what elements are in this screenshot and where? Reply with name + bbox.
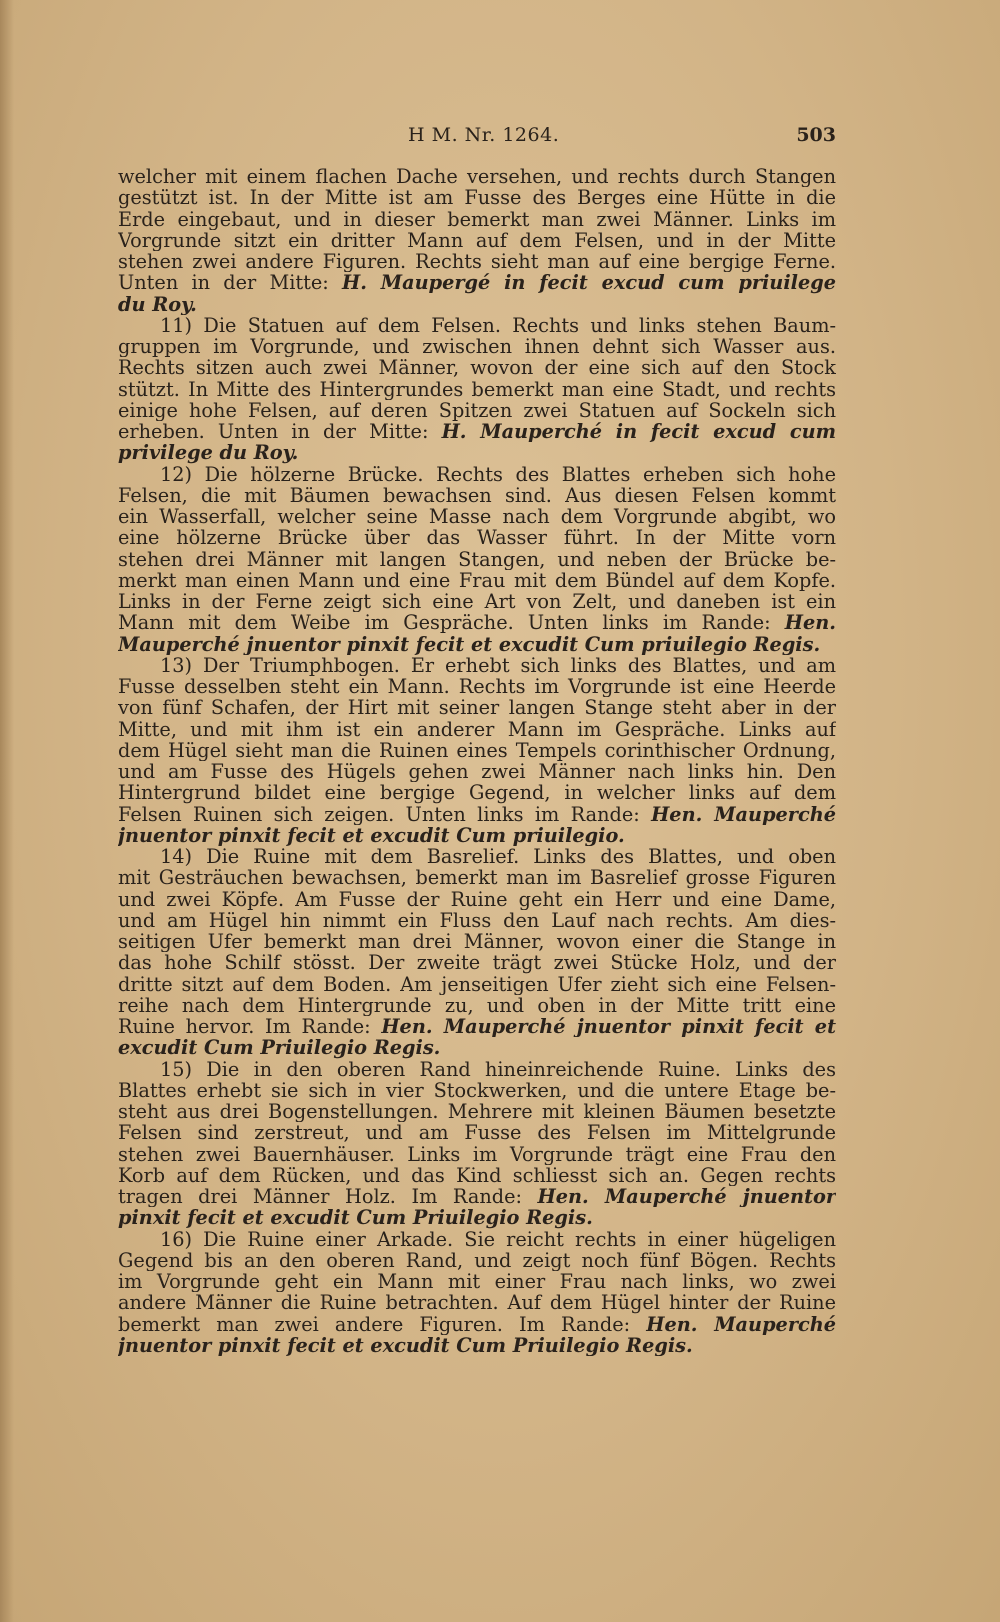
text-line <box>118 889 836 910</box>
text-line <box>118 1101 836 1122</box>
text-line <box>118 846 836 867</box>
engraver-signature: pinxit fecit et excudit Cum Priuilegio Regis. <box>118 1207 593 1229</box>
text-segment: stützt. In Mitte des Hintergrundes bemerkt man eine Stadt, und rechts <box>118 378 836 400</box>
text-segment: eine hölzerne Brücke über das Wasser führt. In der Mitte vorn <box>118 527 836 549</box>
engraver-signature: Mauperché jnuentor pinxit fecit et excudit Cum priuilegio Regis. <box>118 633 821 655</box>
engraver-signature: privilege du Roy. <box>118 442 299 464</box>
text-line <box>118 570 836 591</box>
text-segment: 15) Die in den oberen Rand hineinreichende Ruine. Links des <box>160 1058 836 1080</box>
text-line <box>118 719 836 740</box>
engraver-signature: jnuentor pinxit fecit et excudit Cum Priuilegio Regis. <box>118 1334 693 1356</box>
text-segment: tragen drei Männer Holz. Im Rande: <box>118 1186 538 1208</box>
text-line <box>118 464 836 485</box>
text-line <box>118 400 836 421</box>
text-line <box>118 357 836 378</box>
text-line <box>118 336 836 357</box>
text-segment: Rechts sitzen auch zwei Männer, wovon der eine sich auf den Stock <box>118 357 836 379</box>
text-line <box>118 1186 836 1207</box>
engraver-signature: Hen. Mauperché jnuentor pinxit fecit et <box>381 1016 836 1038</box>
text-segment: Felsen Ruinen sich zeigen. Unten links im Rande: <box>118 803 652 825</box>
text-segment: Links in der Ferne zeigt sich eine Art von Zelt, und daneben ist ein <box>118 591 836 613</box>
text-segment: stehen zwei Bauernhäuser. Links im Vorgrunde trägt eine Frau den <box>118 1143 836 1165</box>
text-line <box>118 166 836 187</box>
text-segment: dritte sitzt auf dem Boden. Am jenseitigen Ufer zieht sich eine Felsen- <box>118 973 836 995</box>
engraver-signature: Hen. <box>784 612 836 634</box>
text-segment: bemerkt man zwei andere Figuren. Im Rande: <box>118 1313 647 1335</box>
running-title: H M. Nr. 1264. <box>408 124 560 146</box>
page-number: 503 <box>796 124 836 146</box>
text-line <box>118 1292 836 1313</box>
text-line <box>118 315 836 336</box>
text-line <box>118 230 836 251</box>
text-line <box>118 1037 836 1058</box>
text-line <box>118 1271 836 1292</box>
text-line <box>118 974 836 995</box>
text-segment: gestützt ist. In der Mitte ist am Fusse des Berges eine Hütte in die <box>118 187 836 209</box>
text-line <box>118 634 836 655</box>
text-line <box>118 782 836 803</box>
engraver-signature: jnuentor pinxit fecit et excudit Cum priuilegio. <box>118 824 625 846</box>
text-segment: im Vorgrunde geht ein Mann mit einer Frau nach links, wo zwei <box>118 1271 836 1293</box>
text-segment: dem Hügel sieht man die Ruinen eines Tempels corinthischer Ordnung, <box>118 739 836 761</box>
text-line <box>118 1229 836 1250</box>
text-segment: und am Fusse des Hügels gehen zwei Männer nach links hin. Den <box>118 761 836 783</box>
text-segment: Korb auf dem Rücken, und das Kind schliesst sich an. Gegen rechts <box>118 1164 836 1186</box>
engraver-signature: H. Mauperché in fecit excud cum <box>441 421 836 443</box>
text-segment: 12) Die hölzerne Brücke. Rechts des Blattes erheben sich hohe <box>160 463 836 485</box>
text-segment: 11) Die Statuen auf dem Felsen. Rechts und links stehen Baum- <box>160 314 836 336</box>
text-segment: Ruine hervor. Im Rande: <box>118 1016 382 1038</box>
text-line <box>118 910 836 931</box>
text-segment: Unten in der Mitte: <box>118 272 343 294</box>
text-line <box>118 1059 836 1080</box>
text-segment: Fusse desselben steht ein Mann. Rechts im Vorgrunde ist eine Heerde <box>118 676 836 698</box>
text-segment: Mann mit dem Weibe im Gespräche. Unten links im Rande: <box>118 612 785 634</box>
text-line <box>118 421 836 442</box>
text-line <box>118 379 836 400</box>
text-line <box>118 591 836 612</box>
text-line <box>118 1165 836 1186</box>
text-line <box>118 931 836 952</box>
text-segment: von fünf Schafen, der Hirt mit seiner langen Stange steht aber in der <box>118 697 836 719</box>
text-line <box>118 1080 836 1101</box>
text-line <box>118 655 836 676</box>
engraver-signature: Hen. Mauperché <box>651 803 836 825</box>
page-header <box>118 124 836 154</box>
text-segment: reihe nach dem Hintergrunde zu, und oben in der Mitte tritt eine <box>118 994 836 1016</box>
page-edge-shadow <box>0 0 14 1622</box>
text-segment: Vorgrunde sitzt ein dritter Mann auf dem Felsen, und in der Mitte <box>118 229 836 251</box>
text-segment: das hohe Schilf stösst. Der zweite trägt zwei Stücke Holz, und der <box>118 952 836 974</box>
text-line <box>118 867 836 888</box>
text-line <box>118 1122 836 1143</box>
text-segment: Erde eingebaut, und in dieser bemerkt man zwei Männer. Links im <box>118 208 836 230</box>
text-segment: merkt man einen Mann und eine Frau mit dem Bündel auf dem Kopfe. <box>118 569 836 591</box>
engraver-signature: excudit Cum Priuilegio Regis. <box>118 1037 441 1059</box>
text-segment: seitigen Ufer bemerkt man drei Männer, wovon einer die Stange in <box>118 931 836 953</box>
text-line <box>118 676 836 697</box>
text-line <box>118 209 836 230</box>
engraver-signature: du Roy. <box>118 293 197 315</box>
text-segment: 16) Die Ruine einer Arkade. Sie reicht rechts in einer hügeligen <box>160 1228 836 1250</box>
text-line <box>118 804 836 825</box>
engraver-signature: Hen. Mauperché jnuentor <box>537 1186 836 1208</box>
text-segment: Felsen, die mit Bäumen bewachsen sind. Aus diesen Felsen kommt <box>118 484 836 506</box>
text-line <box>118 485 836 506</box>
page-body-text <box>118 166 836 1356</box>
text-line <box>118 187 836 208</box>
text-segment: Hintergrund bildet eine bergige Gegend, in welcher links auf dem <box>118 782 836 804</box>
text-segment: und am Hügel hin nimmt ein Fluss den Lauf nach rechts. Am dies- <box>118 909 836 931</box>
text-line <box>118 761 836 782</box>
text-segment: mit Gesträuchen bewachsen, bemerkt man im Basrelief grosse Figuren <box>118 867 836 889</box>
text-segment: einige hohe Felsen, auf deren Spitzen zwei Statuen auf Sockeln sich <box>118 399 836 421</box>
text-line <box>118 1335 836 1356</box>
text-segment: 13) Der Triumphbogen. Er erhebt sich links des Blattes, und am <box>160 654 836 676</box>
text-line <box>118 442 836 463</box>
text-line <box>118 1250 836 1271</box>
text-segment: andere Männer die Ruine betrachten. Auf dem Hügel hinter der Ruine <box>118 1292 836 1314</box>
engraver-signature: Hen. Mauperché <box>646 1313 836 1335</box>
text-line <box>118 740 836 761</box>
text-line <box>118 995 836 1016</box>
text-line <box>118 549 836 570</box>
text-line <box>118 1207 836 1228</box>
text-line <box>118 506 836 527</box>
text-segment: 14) Die Ruine mit dem Basrelief. Links des Blattes, und oben <box>160 846 836 868</box>
text-segment: Mitte, und mit ihm ist ein anderer Mann im Gespräche. Links auf <box>118 718 836 740</box>
text-line <box>118 612 836 633</box>
text-segment: welcher mit einem flachen Dache versehen, und rechts durch Stangen <box>118 166 836 188</box>
text-segment: gruppen im Vorgrunde, und zwischen ihnen dehnt sich Wasser aus. <box>118 336 836 358</box>
text-line <box>118 825 836 846</box>
book-page <box>118 0 836 1622</box>
text-segment: erheben. Unten in der Mitte: <box>118 421 442 443</box>
text-segment: stehen zwei andere Figuren. Rechts sieht man auf eine bergige Ferne. <box>118 251 836 273</box>
text-line <box>118 272 836 293</box>
text-segment: Gegend bis an den oberen Rand, und zeigt noch fünf Bögen. Rechts <box>118 1249 836 1271</box>
text-line <box>118 697 836 718</box>
engraver-signature: H. Maupergé in fecit excud cum priuilege <box>342 272 836 294</box>
text-segment: Blattes erhebt sie sich in vier Stockwerken, und die untere Etage be- <box>118 1079 836 1101</box>
text-line <box>118 294 836 315</box>
text-segment: und zwei Köpfe. Am Fusse der Ruine geht ein Herr und eine Dame, <box>118 888 836 910</box>
text-segment: stehen drei Männer mit langen Stangen, und neben der Brücke be- <box>118 548 836 570</box>
text-segment: Felsen sind zerstreut, und am Fusse des Felsen im Mittelgrunde <box>118 1122 836 1144</box>
text-segment: steht aus drei Bogenstellungen. Mehrere mit kleinen Bäumen besetzte <box>118 1101 836 1123</box>
text-line <box>118 251 836 272</box>
text-line <box>118 1144 836 1165</box>
text-line <box>118 952 836 973</box>
text-line <box>118 1016 836 1037</box>
text-line <box>118 1314 836 1335</box>
text-segment: ein Wasserfall, welcher seine Masse nach dem Vorgrunde abgibt, wo <box>118 506 836 528</box>
text-line <box>118 527 836 548</box>
